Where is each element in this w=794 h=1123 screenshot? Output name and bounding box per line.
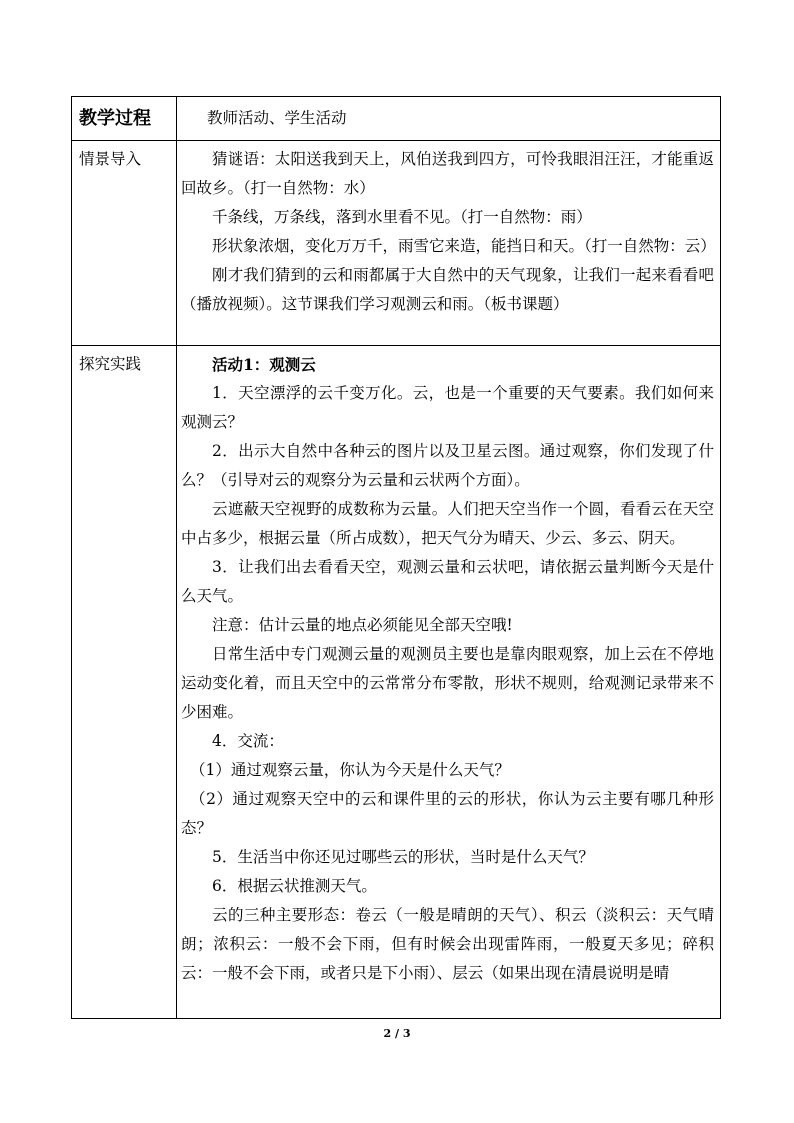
explore-subitem: （1）通过观察云量，你认为今天是什么天气？	[190, 761, 510, 779]
intro-content-cell	[177, 141, 721, 346]
intro-row	[72, 141, 721, 346]
explore-paragraph: 2．出示大自然中各种云的图片以及卫星云图。通过观察，你们发现了什么？（引导对云的观察分为云量和云状两个方面）。	[181, 442, 714, 489]
explore-paragraph: 3．让我们出去看看天空，观测云量和云状吧，请依据云量判断今天是什么天气。	[181, 558, 714, 605]
explore-content-cell	[177, 346, 721, 1019]
header-label-cell	[72, 97, 177, 141]
page-number: 2 / 3	[383, 1027, 411, 1040]
explore-content	[181, 346, 714, 988]
explore-paragraph: 日常生活中专门观测云量的观测员主要也是靠肉眼观察，加上云在不停地运动变化着，而且天空中的云常常分布零散，形状不规则，给观测记录带来不少困难。	[181, 645, 714, 721]
intro-paragraph: 猜谜语：太阳送我到天上，风伯送我到四方，可怜我眼泪汪汪，才能重返回故乡。（打一自然物：水）	[181, 150, 714, 197]
header-label: 教学过程	[79, 107, 151, 129]
explore-paragraph: 注意：估计云量的地点必须能见全部天空哦!	[212, 616, 513, 634]
explore-paragraph: 4．交流：	[212, 732, 284, 750]
explore-paragraph: 云遮蔽天空视野的成数称为云量。人们把天空当作一个圆，看看云在天空中占多少，根据云量（所占成数），把天气分为晴天、少云、多云、阴天。	[181, 500, 714, 547]
intro-label-cell	[72, 141, 177, 346]
explore-subitem: （2）通过观察天空中的云和课件里的云的形状，你认为云主要有哪几种形态？	[181, 790, 714, 837]
lesson-table	[71, 96, 721, 1019]
intro-paragraph: 刚才我们猜到的云和雨都属于大自然中的天气现象，让我们一起来看看吧（播放视频）。这节课我们学习观测云和雨。（板书课题）	[181, 266, 714, 313]
explore-paragraph: 1．天空漂浮的云千变万化。云，也是一个重要的天气要素。我们如何来观测云？	[181, 384, 714, 431]
intro-paragraph: 形状象浓烟，变化万万千，雨雪它来造，能挡日和天。（打一自然物：云）	[212, 237, 716, 255]
explore-paragraph: 云的三种主要形态：卷云（一般是晴朗的天气）、积云（淡积云：天气晴朗；浓积云：一般不会下雨，但有时候会出现雷阵雨，一般夏天多见；碎积云：一般不会下雨，或者只是下小雨）、层云（如果出现在清晨说明是晴	[181, 906, 714, 982]
intro-content	[181, 141, 714, 319]
activity-title: 活动1：观测云	[212, 355, 316, 374]
explore-paragraph: 6．根据云状推测天气。	[212, 877, 377, 895]
header-content: 教师活动、学生活动	[207, 109, 347, 127]
explore-label: 探究实践	[79, 355, 142, 373]
explore-paragraph: 5．生活当中你还见过哪些云的形状，当时是什么天气？	[212, 848, 594, 866]
header-content-cell	[177, 97, 721, 141]
explore-label-cell	[72, 346, 177, 1019]
table-header-row	[72, 97, 721, 141]
explore-row	[72, 346, 721, 1019]
intro-label: 情景导入	[79, 150, 142, 168]
intro-paragraph: 千条线，万条线，落到水里看不见。（打一自然物：雨）	[212, 208, 592, 226]
